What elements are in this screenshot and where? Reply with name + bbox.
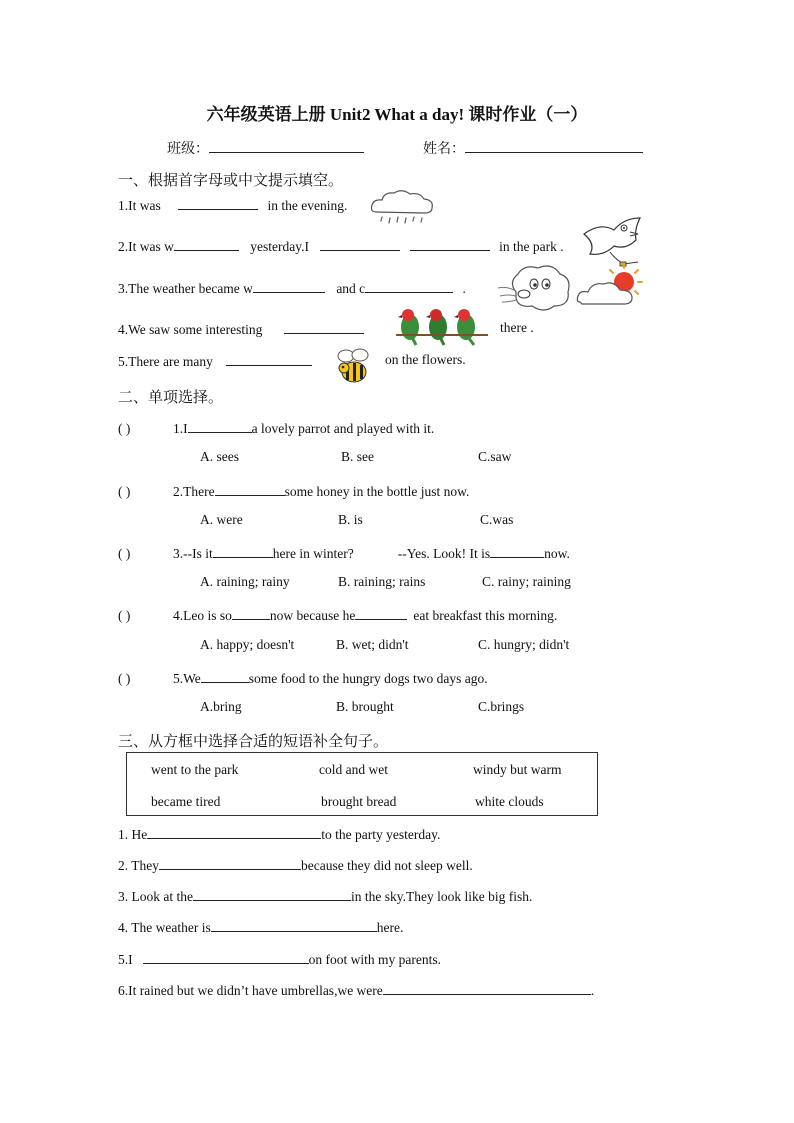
answer-blank[interactable] xyxy=(355,605,407,620)
answer-blank[interactable] xyxy=(213,543,273,558)
answer-blank[interactable] xyxy=(159,855,301,870)
q-text: 4. The weather is xyxy=(118,920,211,935)
option-a[interactable]: A. happy; doesn't xyxy=(200,637,295,652)
q-text: yesterday.I xyxy=(250,239,309,254)
answer-paren[interactable]: ( ) xyxy=(118,671,131,686)
q-text: 2. They xyxy=(118,858,159,873)
q-text: in the park . xyxy=(499,239,564,254)
q-text: --Yes. Look! It is xyxy=(397,546,491,561)
phrase-box xyxy=(126,752,598,816)
answer-paren[interactable]: ( ) xyxy=(118,484,131,499)
option-b[interactable]: B. brought xyxy=(336,699,394,714)
fill-sentence-3 xyxy=(118,886,532,906)
class-field[interactable] xyxy=(167,138,364,158)
q-text: in the evening. xyxy=(267,198,348,213)
phrase-option: became tired xyxy=(151,794,221,809)
section3-heading: 三、从方框中选择合适的短语补全句子。 xyxy=(118,732,389,750)
fill-sentence-4 xyxy=(118,917,403,937)
answer-blank[interactable] xyxy=(284,319,364,334)
bee-icon xyxy=(330,346,378,388)
q-text: 3.The weather became w xyxy=(118,281,253,296)
option-c[interactable]: C.saw xyxy=(478,449,512,464)
q-text: a lovely parrot and played with it. xyxy=(251,421,435,436)
fill-sentence-6 xyxy=(118,980,594,1000)
mc-question-5 xyxy=(118,668,488,688)
option-a[interactable]: A. sees xyxy=(200,449,239,464)
option-c[interactable]: C. rainy; raining xyxy=(482,574,571,589)
answer-blank[interactable] xyxy=(201,668,249,683)
phrase-option: cold and wet xyxy=(319,762,388,777)
q-text: here in winter? xyxy=(272,546,354,561)
answer-paren[interactable]: ( ) xyxy=(118,608,131,623)
rain-cloud-icon xyxy=(368,188,438,228)
q-text: to the party yesterday. xyxy=(321,827,441,842)
fill-sentence-5 xyxy=(118,949,441,969)
option-a[interactable]: A.bring xyxy=(200,699,242,714)
class-label: 班级： xyxy=(167,141,209,157)
q-text: now. xyxy=(544,546,570,561)
q-text: 3.--Is it xyxy=(173,546,213,561)
section2-heading: 二、单项选择。 xyxy=(118,388,224,406)
q-text: here. xyxy=(376,920,404,935)
answer-paren[interactable]: ( ) xyxy=(118,546,131,561)
option-b[interactable]: B. is xyxy=(338,512,363,527)
q-text: 1.I xyxy=(173,421,188,436)
name-field[interactable] xyxy=(423,138,643,158)
q-text: some honey in the bottle just now. xyxy=(284,484,470,499)
phrase-option: windy but warm xyxy=(473,762,562,777)
phrase-option: went to the park xyxy=(151,762,239,777)
s1-question-2 xyxy=(118,236,564,256)
q-text: on foot with my parents. xyxy=(308,952,441,967)
answer-blank[interactable] xyxy=(215,481,285,496)
answer-blank[interactable] xyxy=(232,605,270,620)
mc-question-2 xyxy=(118,481,469,501)
q-text: now because he xyxy=(269,608,356,623)
answer-blank[interactable] xyxy=(253,278,325,293)
mc-question-3 xyxy=(118,543,570,563)
answer-paren[interactable]: ( ) xyxy=(118,421,131,436)
answer-blank[interactable] xyxy=(193,886,351,901)
q-text: some food to the hungry dogs two days ago. xyxy=(248,671,488,686)
q-text: 3. Look at the xyxy=(118,889,193,904)
answer-blank[interactable] xyxy=(320,236,400,251)
q-text: and c xyxy=(336,281,366,296)
sun-cloud-icon xyxy=(574,262,648,310)
s1-question-1 xyxy=(118,195,347,215)
mc-question-1 xyxy=(118,418,434,438)
wind-face-icon xyxy=(496,262,576,314)
answer-blank[interactable] xyxy=(365,278,453,293)
answer-blank[interactable] xyxy=(383,980,591,995)
phrase-option: brought bread xyxy=(321,794,397,809)
option-c[interactable]: C.was xyxy=(480,512,514,527)
answer-blank[interactable] xyxy=(410,236,490,251)
name-label: 姓名： xyxy=(423,141,465,157)
q-text: because they did not sleep well. xyxy=(301,858,473,873)
option-b[interactable]: B. wet; didn't xyxy=(336,637,409,652)
q-text: 2.There xyxy=(173,484,215,499)
q-text: 1.It was xyxy=(118,198,161,213)
answer-blank[interactable] xyxy=(143,949,309,964)
q-text: 1. He xyxy=(118,827,148,842)
answer-blank[interactable] xyxy=(188,418,252,433)
answer-blank[interactable] xyxy=(174,236,239,251)
answer-blank[interactable] xyxy=(178,195,258,210)
q-text: 5.I xyxy=(118,952,133,967)
s1-question-3 xyxy=(118,278,466,298)
s1-question-5-end: on the flowers. xyxy=(385,352,466,367)
q-text: 5.We xyxy=(173,671,201,686)
fill-sentence-2 xyxy=(118,855,473,875)
answer-blank[interactable] xyxy=(147,824,321,839)
mc-question-4 xyxy=(118,605,557,625)
q-text: 4.We saw some interesting xyxy=(118,322,263,337)
name-blank[interactable] xyxy=(465,138,643,153)
section1-heading: 一、根据首字母或中文提示填空。 xyxy=(118,171,344,189)
option-c[interactable]: C. hungry; didn't xyxy=(478,637,570,652)
q-text: . xyxy=(462,281,466,296)
answer-blank[interactable] xyxy=(211,917,377,932)
phrase-option: white clouds xyxy=(475,794,544,809)
page-title: 六年级英语上册 Unit2 What a day! 课时作业（一） xyxy=(206,105,588,124)
q-text: 4.Leo is so xyxy=(173,608,232,623)
fill-sentence-1 xyxy=(118,824,440,844)
q-text: in the sky.They look like big fish. xyxy=(350,889,533,904)
option-a[interactable]: A. raining; rainy xyxy=(200,574,290,589)
answer-blank[interactable] xyxy=(490,543,544,558)
s1-question-4 xyxy=(118,319,364,339)
option-b[interactable]: B. see xyxy=(341,449,374,464)
s1-question-4-end: there . xyxy=(500,320,534,335)
q-text: 5.There are many xyxy=(118,354,213,369)
q-text: 2.It was w xyxy=(118,239,174,254)
q-text: eat breakfast this morning. xyxy=(413,608,558,623)
option-c[interactable]: C.brings xyxy=(478,699,525,714)
parrots-icon xyxy=(394,305,490,347)
class-blank[interactable] xyxy=(209,138,364,153)
option-b[interactable]: B. raining; rains xyxy=(338,574,426,589)
s1-question-5 xyxy=(118,351,312,371)
q-text: 6.It rained but we didn’t have umbrellas,we were xyxy=(118,983,383,998)
answer-blank[interactable] xyxy=(226,351,312,366)
option-a[interactable]: A. were xyxy=(200,512,243,527)
q-text: . xyxy=(590,983,595,998)
